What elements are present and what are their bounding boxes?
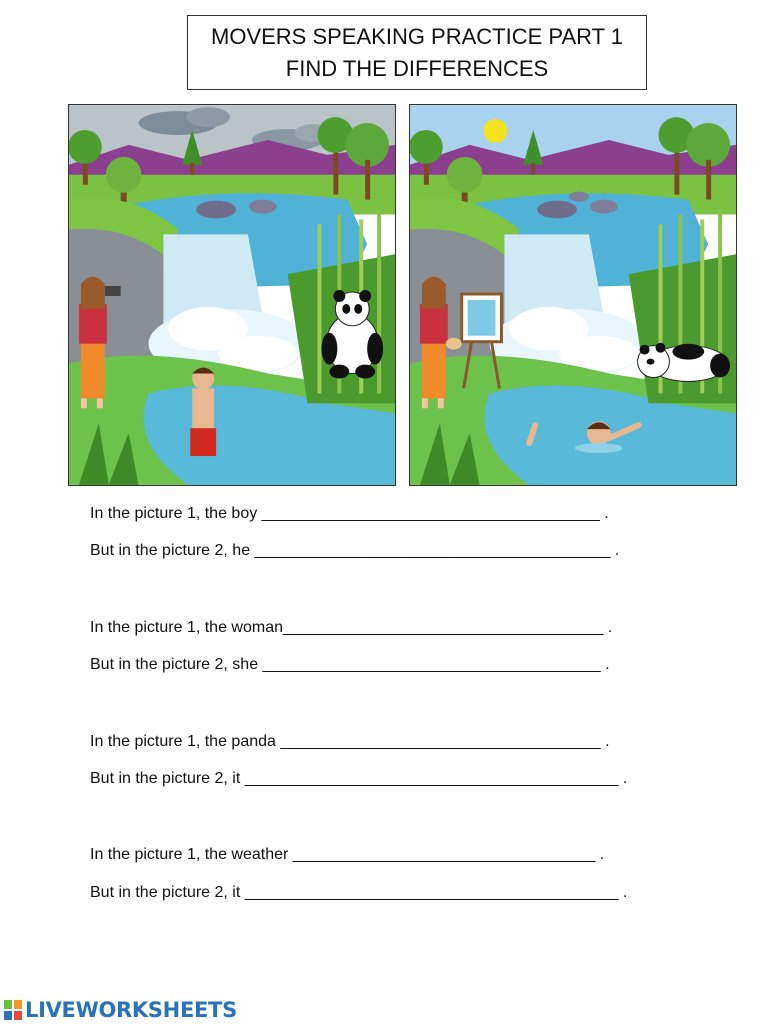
liveworksheets-logo-icon	[4, 1000, 22, 1020]
page-title: MOVERS SPEAKING PRACTICE PART 1	[211, 23, 623, 49]
sentence-weather-picture-2[interactable]: But in the picture 2, it __________________________________________ .	[90, 884, 628, 901]
sentence-boy-picture-2[interactable]: But in the picture 2, he ________________________________________ .	[90, 542, 620, 559]
picture-1	[68, 104, 396, 486]
picture-2	[409, 104, 737, 486]
sentence-weather-picture-1[interactable]: In the picture 1, the weather __________________________________ .	[90, 846, 605, 863]
sentence-boy-picture-1[interactable]: In the picture 1, the boy ______________________________________ .	[90, 505, 609, 522]
picture-2-illustration	[410, 105, 736, 485]
picture-1-illustration	[69, 105, 395, 485]
logo-text: LIVEWORKSHEETS	[25, 998, 237, 1022]
title-box	[187, 15, 647, 90]
page-subtitle: FIND THE DIFFERENCES	[285, 55, 549, 81]
sentence-woman-picture-1[interactable]: In the picture 1, the woman____________________________________ .	[90, 619, 613, 636]
liveworksheets-logo[interactable]	[4, 997, 237, 1023]
sentence-woman-picture-2[interactable]: But in the picture 2, she ______________________________________ .	[90, 656, 610, 673]
sentence-panda-picture-1[interactable]: In the picture 1, the panda ____________________________________ .	[90, 733, 610, 750]
boy-standing-icon	[190, 368, 216, 456]
sun-icon	[484, 119, 508, 143]
sentence-panda-picture-2[interactable]: But in the picture 2, it __________________________________________ .	[90, 770, 628, 787]
